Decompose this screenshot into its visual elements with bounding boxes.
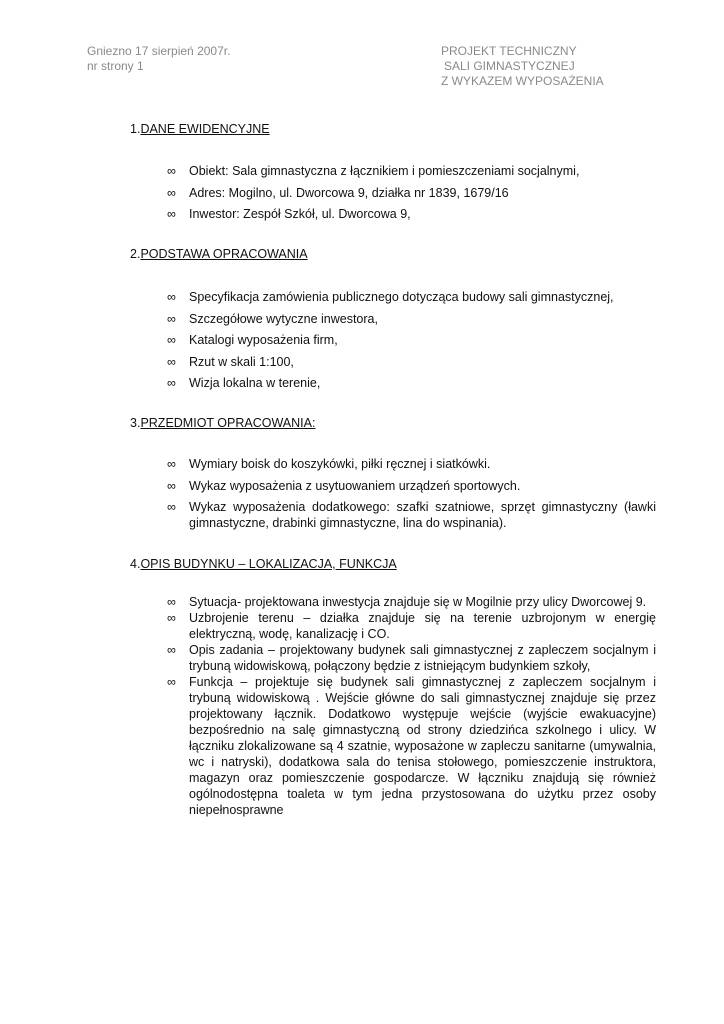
list-item <box>167 332 656 348</box>
bullet-icon: ∞ <box>167 333 176 347</box>
project-title-line-3: Z WYKAZEM WYPOSAŻENIA <box>441 74 604 88</box>
list-item <box>167 163 656 179</box>
list-item-text: Specyfikacja zamówienia publicznego dotycząca budowy sali gimnastycznej, <box>189 290 614 304</box>
list-item-text: Wykaz wyposażenia dodatkowego: szafki szatniowe, sprzęt gimnastyczny (ławki gimnastyczne, drabinki gimnastyczne, lina do wspinania). <box>189 500 656 530</box>
section-3-heading <box>130 415 315 431</box>
page-number: nr strony 1 <box>87 59 144 73</box>
bullet-icon: ∞ <box>167 354 176 369</box>
section-1-heading <box>130 121 270 137</box>
section-1-title: DANE EWIDENCYJNE <box>140 122 270 136</box>
list-item <box>167 185 656 201</box>
bullet-icon: ∞ <box>167 500 176 514</box>
list-item-text: Wizja lokalna w terenie, <box>189 376 321 390</box>
list-item-text: Opis zadania – projektowany budynek sali gimnastycznej z zapleczem socjalnym i trybuną widowiskową, połączony będzie z istniejącym budynkiem szkoły, <box>189 643 656 673</box>
list-item-text: Adres: Mogilno, ul. Dworcowa 9, działka nr 1839, 1679/16 <box>189 185 509 200</box>
document-date: Gniezno 17 sierpień 2007r. <box>87 44 231 58</box>
list-item <box>167 206 656 222</box>
project-title-line-1: PROJEKT TECHNICZNY <box>441 44 577 58</box>
list-item-text: Rzut w skali 1:100, <box>189 354 294 369</box>
list-item-text: Funkcja – projektuje się budynek sali gimnastycznej z zapleczem socjalnym i trybuną widowiskową . Wejście główne do sali gimnastycznej znajduje się przez projektowany łącznik. Dodatkowo występuje wejście (wyjście ewakuacyjne) bezpośrednio na salę gimnastyczną od strony dziedzińca szkolnego i ulicy. W łączniku zlokalizowane są 4 szatnie, wyposażone w zapleczu sanitarne (umywalnia, wc i natryski), dodatkowa sala do tenisa stołowego, pomieszczenie instruktora, magazyn oraz pomieszczenie gospodarcze. W łączniku znajdują się również ogólnodostępna toaleta w tym jedna przystosowana do użytku przez osoby niepełnosprawne <box>189 675 656 817</box>
list-item <box>167 478 656 494</box>
list-item-text: Inwestor: Zespół Szkół, ul. Dworcowa 9, <box>189 207 411 221</box>
list-item <box>167 610 656 642</box>
list-item <box>167 456 656 472</box>
section-2-number: 2. <box>130 247 141 261</box>
bullet-icon: ∞ <box>167 207 176 221</box>
bullet-icon: ∞ <box>167 311 176 326</box>
list-item <box>167 594 656 610</box>
bullet-icon: ∞ <box>167 675 176 689</box>
section-4-number: 4. <box>130 557 141 571</box>
header-right <box>441 44 604 89</box>
bullet-icon: ∞ <box>167 376 176 390</box>
list-item-text: Uzbrojenie terenu – działka znajduje się na terenie uzbrojonym w energię elektryczną, wodę, kanalizację i CO. <box>189 611 656 641</box>
section-4-heading <box>130 556 397 572</box>
section-2-title: PODSTAWA OPRACOWANIA <box>140 247 308 261</box>
list-item <box>167 499 656 531</box>
section-4-list <box>167 594 656 818</box>
section-2-list <box>167 289 656 397</box>
section-2-heading <box>130 246 308 262</box>
section-3-number: 3. <box>130 416 141 430</box>
bullet-icon: ∞ <box>167 478 176 493</box>
bullet-icon: ∞ <box>167 611 176 625</box>
section-1-number: 1. <box>130 122 141 136</box>
header-left <box>87 44 230 74</box>
list-item-text: Szczegółowe wytyczne inwestora, <box>189 311 378 326</box>
list-item-text: Katalogi wyposażenia firm, <box>189 333 338 347</box>
list-item <box>167 642 656 674</box>
bullet-icon: ∞ <box>167 290 176 304</box>
list-item <box>167 375 656 391</box>
list-item-text: Wymiary boisk do koszykówki, piłki ręcznej i siatkówki. <box>189 457 491 471</box>
section-3-title: PRZEDMIOT OPRACOWANIA: <box>140 416 316 430</box>
bullet-icon: ∞ <box>167 643 176 657</box>
list-item-text: Obiekt: Sala gimnastyczna z łącznikiem i pomieszczeniami socjalnymi, <box>189 164 580 178</box>
section-4-title: OPIS BUDYNKU – LOKALIZACJA, FUNKCJA <box>140 557 397 571</box>
list-item <box>167 354 656 370</box>
list-item <box>167 311 656 327</box>
section-3-list <box>167 456 656 537</box>
list-item-text: Wykaz wyposażenia z usytuowaniem urządzeń sportowych. <box>189 478 521 493</box>
list-item <box>167 674 656 818</box>
project-title-line-2: SALI GIMNASTYCZNEJ <box>444 59 575 73</box>
list-item-text: Sytuacja- projektowana inwestycja znajduje się w Mogilnie przy ulicy Dworcowej 9. <box>189 595 647 609</box>
section-1-list <box>167 163 656 228</box>
bullet-icon: ∞ <box>167 595 176 609</box>
bullet-icon: ∞ <box>167 164 176 178</box>
bullet-icon: ∞ <box>167 185 176 200</box>
bullet-icon: ∞ <box>167 457 176 471</box>
list-item <box>167 289 656 305</box>
